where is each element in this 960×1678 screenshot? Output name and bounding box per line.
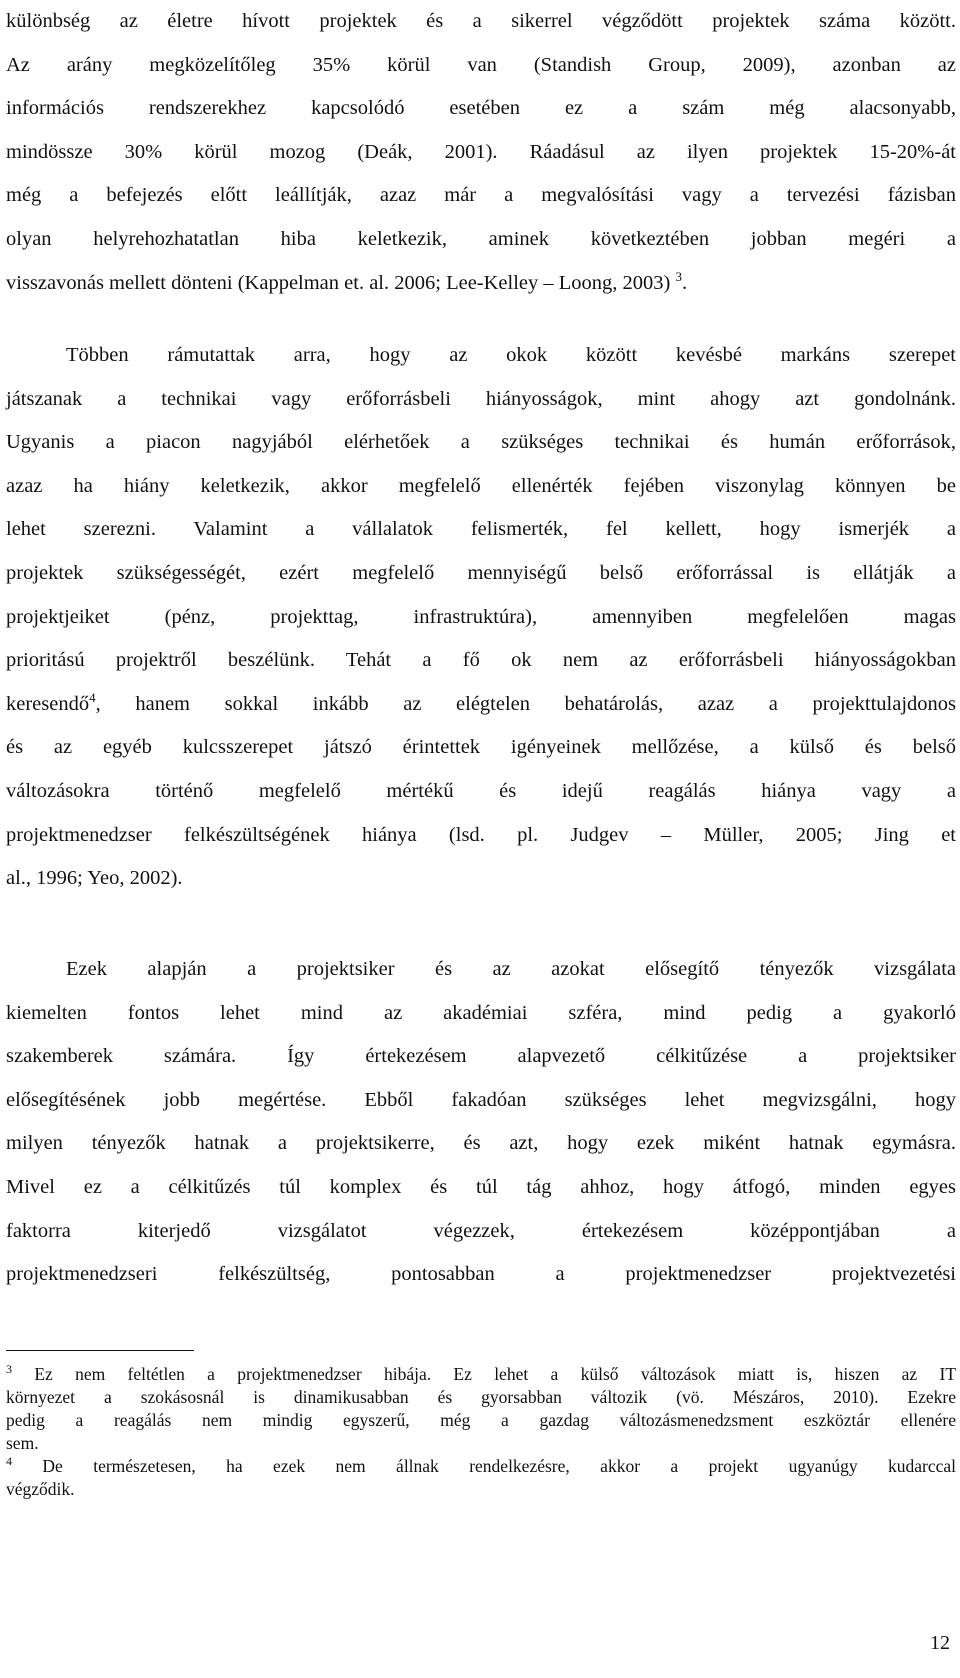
text-line: olyan helyrehozhatatlan hiba keletkezik, aminek következtében jobban megéri a (6, 227, 956, 250)
text-fragment: visszavonás mellett dönteni (Kappelman et. al. 2006; Lee-Kelley – Loong, 2003) (6, 271, 671, 294)
paragraph-3 (6, 948, 956, 1297)
text-line: változásokra történő megfelelő mértékű és idejű reagálás hiánya vagy a (6, 779, 956, 802)
text-fragment: keresendő (6, 692, 90, 715)
text-line: Ugyanis a piacon nagyjából elérhetőek a szükséges technikai és humán erőforrások, (6, 431, 956, 454)
text-line: és az egyéb kulcsszerepet játszó érintettek igényeinek mellőzése, a külső és belső (6, 736, 956, 759)
text-line: faktorra kiterjedő vizsgálatot végezzek, értekezésem középpontjában a (6, 1219, 956, 1242)
footnote-divider (6, 1350, 194, 1351)
text-line: projektmenedzser felkészültségének hiánya (lsd. pl. Judgev – Müller, 2005; Jing et (6, 823, 956, 846)
text-line: projektjeiket (pénz, projekttag, infrastruktúra), amennyiben megfelelően magas (6, 605, 956, 628)
text-line: mindössze 30% körül mozog (Deák, 2001). Ráadásul az ilyen projektek 15-20%-át (6, 140, 956, 163)
paragraph-2 (6, 334, 956, 901)
footnote-line (6, 1363, 956, 1386)
text-line: prioritású projektről beszélünk. Tehát a fő ok nem az erőforrásbeli hiányosságokban (6, 649, 956, 672)
text-line: különbség az életre hívott projektek és a sikerrel végződött projektek száma között. (6, 10, 956, 32)
text-fragment: De természetesen, ha ezek nem állnak rendelkezésre, akkor a projekt ugyanúgy kudarccal (42, 1456, 957, 1476)
footnote-line: környezet a szokásosnál is dinamikusabban és gyorsabban változik (vö. Mészáros, 2010). Ezekre (6, 1387, 956, 1407)
text-line: Ezek alapján a projektsiker és az azokat elősegítő tényezők vizsgálata (66, 958, 956, 980)
text-line: még a befejezés előtt leállítják, azaz már a megvalósítási vagy a tervezési fázisban (6, 184, 956, 207)
footnote-line: végződik. (6, 1479, 75, 1499)
text-line: játszanak a technikai vagy erőforrásbeli hiányosságok, mint ahogy azt gondolnánk. (6, 387, 956, 410)
paragraph-1 (6, 0, 956, 305)
footnote-number: 4 (6, 1454, 12, 1469)
text-fragment: Ez nem feltétlen a projektmenedzser hibája. Ez lehet a külső változások miatt is, hiszen az IT (34, 1364, 957, 1384)
footnote-4 (6, 1455, 956, 1501)
text-fragment: . (681, 271, 688, 294)
text-line: kiemelten fontos lehet mind az akadémiai szféra, mind pedig a gyakorló (6, 1001, 956, 1024)
text-fragment: , hanem sokkal inkább az elégtelen behatárolás, azaz a projekttulajdonos (95, 692, 956, 715)
text-line (6, 683, 956, 727)
text-line: információs rendszerekhez kapcsolódó esetében ez a szám még alacsonyabb, (6, 97, 956, 120)
footnote-line (6, 1455, 956, 1478)
footnote-ref-4[interactable]: 4 (89, 689, 96, 705)
text-line: projektmenedzseri felkészültség, pontosabban a projektmenedzser projektvezetési (6, 1263, 956, 1286)
footnote-line: sem. (6, 1433, 39, 1453)
footnote-ref-3[interactable]: 3 (675, 268, 682, 284)
text-line (6, 262, 956, 306)
text-line: al., 1996; Yeo, 2002). (6, 867, 183, 890)
footnote-line: pedig a reagálás nem mindig egyszerű, még a gazdag változásmenedzsment eszköztár ellenére (6, 1410, 956, 1430)
text-line: Mivel ez a célkitűzés túl komplex és túl tág ahhoz, hogy átfogó, minden egyes (6, 1175, 956, 1198)
footnote-number: 3 (6, 1362, 12, 1377)
text-line: elősegítésének jobb megértése. Ebből fakadóan szükséges lehet megvizsgálni, hogy (6, 1088, 956, 1111)
text-line: Többen rámutattak arra, hogy az okok között kevésbé markáns szerepet (66, 344, 956, 366)
text-line: szakemberek számára. Így értekezésem alapvezető célkitűzése a projektsiker (6, 1045, 956, 1068)
text-line: azaz ha hiány keletkezik, akkor megfelelő ellenérték fejében viszonylag könnyen be (6, 474, 956, 497)
footnote-3 (6, 1363, 956, 1455)
text-line: lehet szerezni. Valamint a vállalatok felismerték, fel kellett, hogy ismerjék a (6, 518, 956, 541)
page-number: 12 (930, 1632, 950, 1654)
text-line: milyen tényezők hatnak a projektsikerre, és azt, hogy ezek miként hatnak egymásra. (6, 1132, 956, 1155)
text-line: Az arány megközelítőleg 35% körül van (Standish Group, 2009), azonban az (6, 53, 956, 76)
text-line: projektek szükségességét, ezért megfelelő mennyiségű belső erőforrással is ellátják a (6, 561, 956, 584)
footnotes (6, 1363, 956, 1501)
